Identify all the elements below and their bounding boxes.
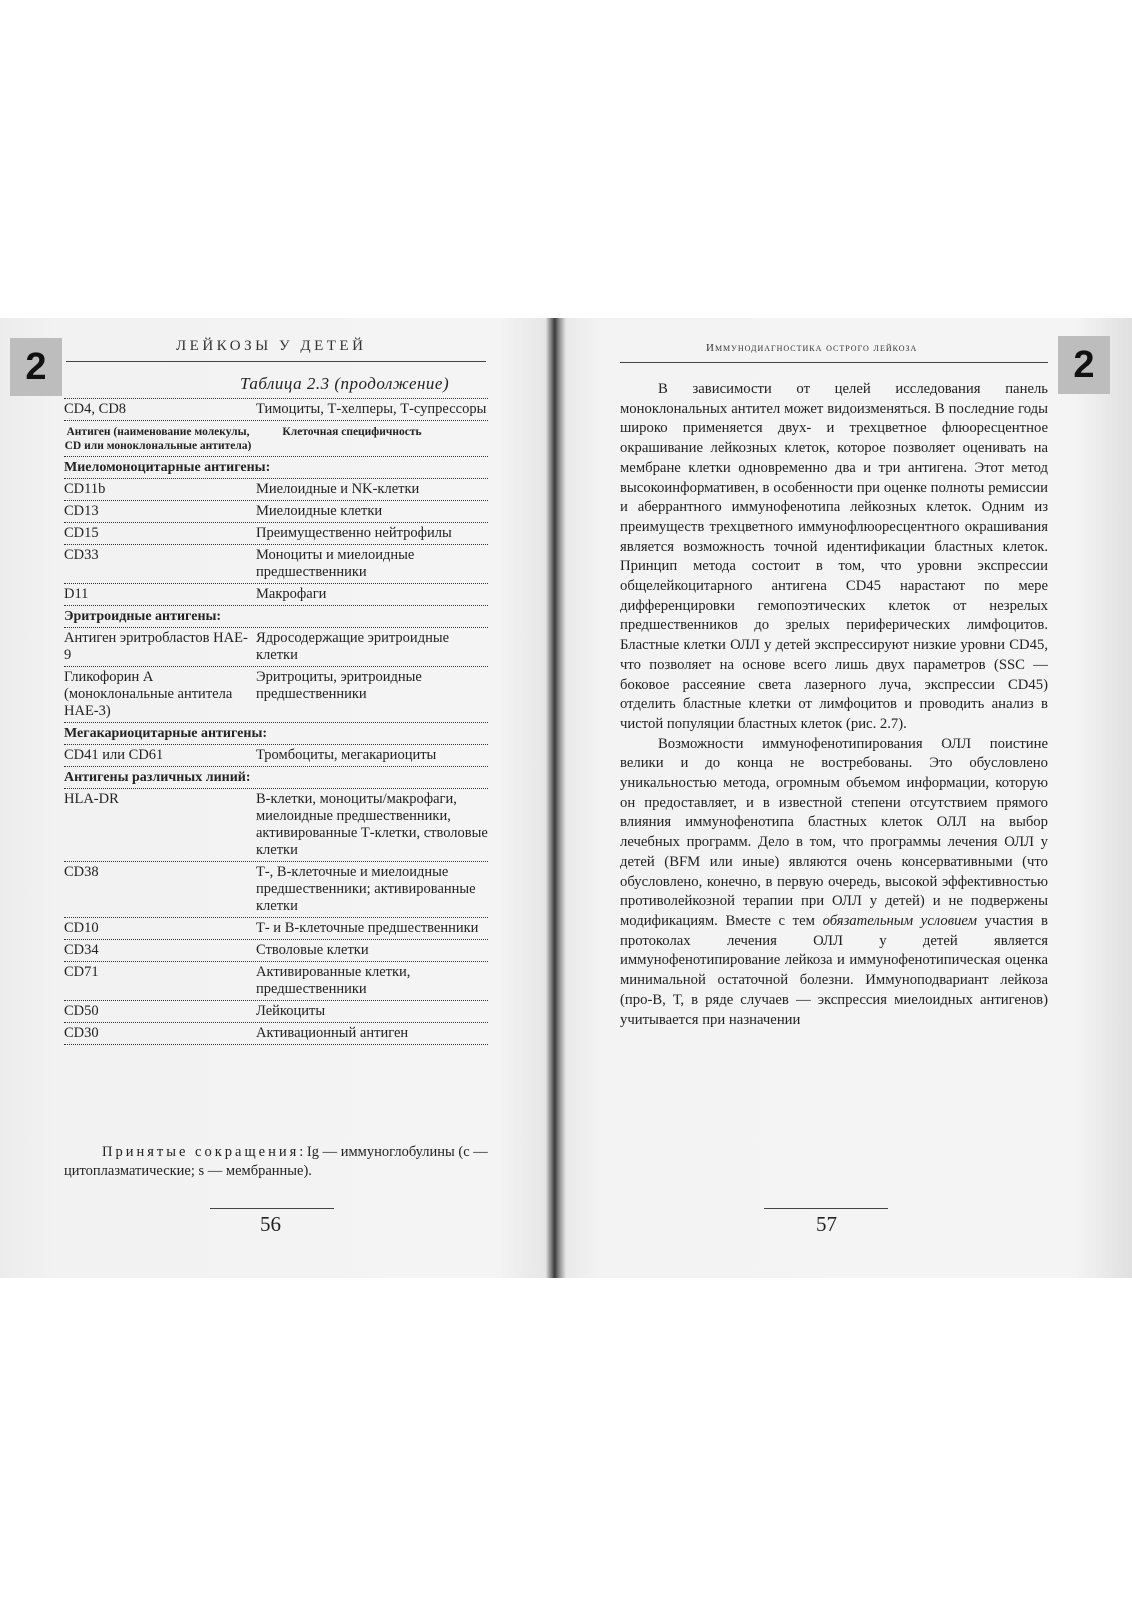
specificity-cell: Эритроциты, эритроидные предшественники <box>256 669 422 702</box>
section-heading: Антигены различных линий: <box>64 767 488 789</box>
specificity-cell: Лейкоциты <box>256 1003 326 1019</box>
running-head: Иммунодиагностика острого лейкоза <box>706 342 918 354</box>
antigen-cell: CD50 <box>64 1003 99 1019</box>
table-body <box>64 457 488 1045</box>
paragraph: В зависимости от целей исследования панель моноклональных антител может видоизменяться. В последние годы широко применяется двух- и трехцветное флюоресцентное окрашивание лейкозных клеток, которое позволяет оценивать на мембране клетки одновременно два и три антигена. Этот метод высокоинформативен, в особенности при оценке полноты ремиссии и аберрантного иммунофенотипа лейкозных клеток. Одним из преимуществ трехцветного иммунофлюоресцентного окрашивания является возможность точной идентификации бластных клеток. Принцип метода состоит в том, что уровни экспрессии общелейкоцитарного антигена CD45 нарастают по мере дифференцировки гемопоэтических клеток от незрелых предшественников до зрелых периферических лимфоцитов. Бластные клетки ОЛЛ у детей экспрессируют низкие уровни CD45, что позволяет на основе всего лишь двух параметров (SSC — боковое рассеяние света лазерного луча, экспрессии CD45) отделить бластные клетки от лимфоцитов и проводить анализ в чистой популяции бластных клеток (рис. 2.7). <box>620 381 1048 732</box>
specificity-cell: Преимущественно нейтрофилы <box>256 525 452 541</box>
table-row <box>64 667 488 723</box>
table-row <box>64 545 488 584</box>
antigen-cell: Гликофорин А (моноклональные антитела HAE-3) <box>64 669 233 719</box>
table-row <box>64 398 488 421</box>
antigen-cell: CD4, CD8 <box>64 401 127 417</box>
body-text <box>620 380 1048 1030</box>
section-heading: Эритроидные антигены: <box>64 606 488 628</box>
abbreviations-note <box>64 1143 488 1181</box>
table-row <box>64 1001 488 1023</box>
specificity-cell: Тимоциты, Т-хелперы, Т-супрессоры <box>256 401 487 417</box>
page-number: 56 <box>260 1212 281 1236</box>
page-number-rule <box>210 1208 334 1209</box>
table-row <box>64 940 488 962</box>
antigen-cell: CD11b <box>64 481 106 497</box>
table-row <box>64 584 488 606</box>
table-row <box>64 745 488 767</box>
page-number: 57 <box>816 1212 837 1236</box>
paragraph-text: участия в протоколах лечения ОЛЛ у детей является иммунофенотипирование лейкоза и иммунофенотипическая оценка минимальной остаточной болезни. Иммуноподвариант лейкоза (про-В, Т, в ряде случаев — экспрессия миелоидных антигенов) учитывается при назначении <box>620 912 1048 1028</box>
section-heading: Миеломоноцитарные антигены: <box>64 457 488 479</box>
emphasis-text: обязательным условием <box>822 912 977 929</box>
specificity-cell: Макрофаги <box>256 586 327 602</box>
table-row <box>64 479 488 501</box>
antigen-cell: D11 <box>64 586 89 602</box>
note-text: : Ig — иммуноглобулины (c — цитоплазматические; s — мембранные). <box>64 1144 488 1179</box>
left-page <box>0 318 550 1278</box>
specificity-cell: Тромбоциты, мегакариоциты <box>256 747 437 763</box>
table-caption: Таблица 2.3 (продолжение) <box>240 374 450 393</box>
specificity-cell: Активированные клетки, предшественники <box>256 964 411 997</box>
table-row <box>64 862 488 918</box>
chapter-tab: 2 <box>1058 336 1110 394</box>
specificity-cell: Т- и В-клеточные предшественники <box>256 920 479 936</box>
table-row <box>64 628 488 667</box>
specificity-cell: Миелоидные и NK-клетки <box>256 481 420 497</box>
antigen-cell: CD30 <box>64 1025 99 1041</box>
table-row <box>64 523 488 545</box>
paragraph-text: Возможности иммунофенотипирования ОЛЛ поистине велики и до конца не востребованы. Это обусловлено уникальностью метода, огромным объемом информации, которую он предоставляет, и в известной степени отсутствием прямого влияния иммунофенотипа бластных клеток ОЛЛ на выбор лечебных программ. Дело в том, что программы лечения ОЛЛ у детей (BFM или иные) являются очень консервативными (что обусловлено, конечно, в первую очередь, высокой эффективностью противолейкозной терапии при ОЛЛ у детей) и не подвержены модификациям. Вместе с тем <box>620 735 1048 929</box>
header-rule <box>620 362 1048 363</box>
specificity-cell: Моноциты и миелоидные предшественники <box>256 547 415 580</box>
table-row <box>64 918 488 940</box>
antigen-cell: CD38 <box>64 864 99 880</box>
antigen-cell: CD10 <box>64 920 99 936</box>
running-head: ЛЕЙКОЗЫ У ДЕТЕЙ <box>176 338 367 354</box>
antigen-cell: CD13 <box>64 503 99 519</box>
specificity-cell: В-клетки, моноциты/макрофаги, миелоидные предшественники, активированные Т-клетки, стволовые клетки <box>256 791 488 858</box>
antigen-cell: HLA-DR <box>64 791 119 807</box>
section-heading: Мегакариоцитарные антигены: <box>64 723 488 745</box>
specificity-cell: Активационный антиген <box>256 1025 409 1041</box>
note-label: Принятые сокращения <box>102 1144 300 1160</box>
antigen-cell: CD34 <box>64 942 99 958</box>
antigen-cell: CD33 <box>64 547 99 563</box>
table-row <box>64 789 488 862</box>
antigen-cell: Антиген эритробластов HAE-9 <box>64 630 248 663</box>
antigen-cell: CD41 или CD61 <box>64 747 164 763</box>
specificity-cell: Т-, В-клеточные и миелоидные предшественники; активированные клетки <box>256 864 476 914</box>
header-antigen: Антиген (наименование молекулы, CD или моноклональные антитела) <box>64 426 252 452</box>
antigen-cell: CD15 <box>64 525 99 541</box>
specificity-cell: Стволовые клетки <box>256 942 369 958</box>
table-header <box>64 421 488 457</box>
specificity-cell: Миелоидные клетки <box>256 503 383 519</box>
book-spread <box>0 318 1132 1278</box>
table-row <box>64 501 488 523</box>
right-page <box>558 318 1132 1278</box>
page-number-rule <box>764 1208 888 1209</box>
header-rule <box>66 361 486 362</box>
antigen-cell: CD71 <box>64 964 99 980</box>
antigen-table <box>64 398 488 1045</box>
specificity-cell: Ядросодержащие эритроидные клетки <box>256 630 450 663</box>
table-row <box>64 962 488 1001</box>
table-row <box>64 1023 488 1045</box>
paragraph <box>620 735 1048 1031</box>
header-specificity: Клеточная специфичность <box>282 426 422 438</box>
chapter-tab: 2 <box>10 338 62 396</box>
